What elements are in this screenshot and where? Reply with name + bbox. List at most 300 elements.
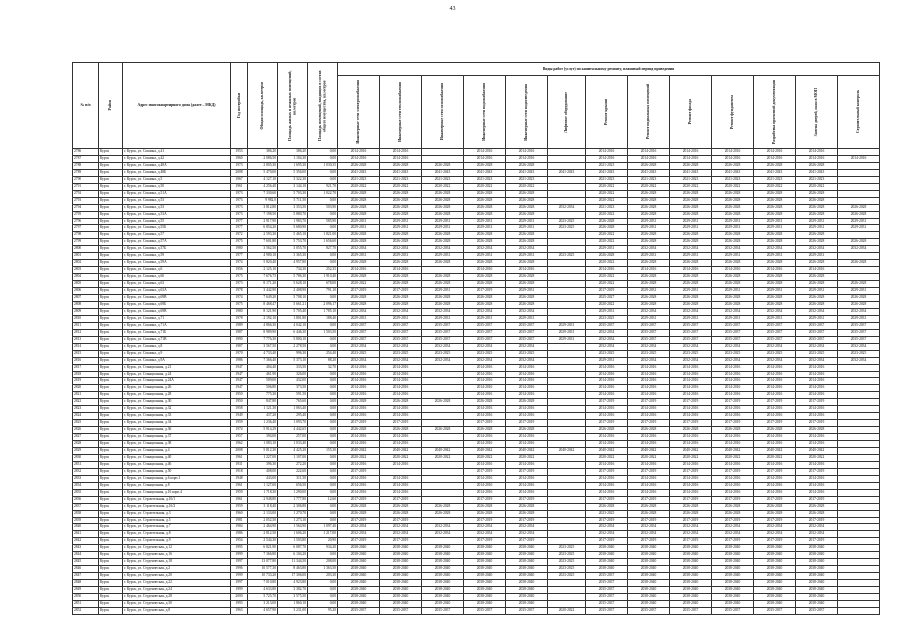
table-cell: 2828	[73, 441, 99, 448]
table-cell: г. Курск, ул. Студенческая, д.28	[123, 594, 231, 601]
table-cell: 2014-2016	[506, 441, 548, 448]
table-cell: 2029-2031	[380, 218, 422, 225]
table-cell: Курск	[99, 475, 123, 482]
table-cell: Курск	[99, 197, 123, 204]
table-cell: 2032-2034	[712, 308, 754, 315]
table-cell: 2026-2028	[754, 211, 796, 218]
table-cell	[548, 183, 586, 190]
table-cell: 2038-2040	[464, 566, 506, 573]
table-cell: г. Курск, ул. Станционная, д.50	[123, 468, 231, 475]
table-cell: 2026-2028	[380, 162, 422, 169]
table-cell: 1986	[231, 357, 248, 364]
table-cell: 1 718,30	[248, 489, 278, 496]
table-cell: 2032-2034	[380, 524, 422, 531]
table-cell: 2038-2040	[628, 545, 670, 552]
table-row	[73, 260, 880, 267]
table-cell: 1961	[231, 183, 248, 190]
table-cell: 2029-2031	[464, 225, 506, 232]
table-cell	[548, 496, 586, 503]
table-cell: 2026-2028	[754, 295, 796, 302]
table-cell: 2029-2031	[464, 218, 506, 225]
table-cell: 2032-2034	[586, 329, 628, 336]
table-cell: 2035-2037	[796, 336, 838, 343]
table-cell	[838, 580, 880, 587]
table-cell: 2795	[73, 211, 99, 218]
table-cell: 2026-2028	[796, 274, 838, 281]
table-cell: 2029-2031	[796, 218, 838, 225]
table-cell: 2038-2040	[712, 573, 754, 580]
table-cell: 2032-2034	[586, 524, 628, 531]
table-cell: 2035-2037	[838, 322, 880, 329]
table-cell: 2026-2028	[464, 239, 506, 246]
table-cell: 461,90	[248, 371, 278, 378]
table-cell	[548, 475, 586, 482]
table-cell: г. Курск, ул. Станционная, д.33	[123, 413, 231, 420]
table-cell	[838, 385, 880, 392]
table-cell: г. Курск, ул. Станционная, д.38	[123, 441, 231, 448]
table-cell: 2029-2031	[380, 225, 422, 232]
table-cell: 2029-2031	[338, 225, 380, 232]
table-cell: 2026-2028	[796, 197, 838, 204]
table-cell: г. Курск, ул. Студенческая, д.8	[123, 607, 231, 614]
table-cell: 1961	[231, 496, 248, 503]
table-cell: 2014-2016	[506, 371, 548, 378]
table-cell: 2026-2028	[796, 260, 838, 267]
table-cell: 2035-2037	[712, 322, 754, 329]
table-cell: 1987	[231, 329, 248, 336]
table-cell: 1931	[231, 461, 248, 468]
table-cell: 0,00	[308, 587, 338, 594]
table-cell: 2029-2031	[628, 315, 670, 322]
table-cell: 2821	[73, 392, 99, 399]
table-cell: 1970	[231, 350, 248, 357]
table-cell: 2040-2042	[422, 447, 464, 454]
table-row	[73, 350, 880, 357]
table-row	[73, 468, 880, 475]
table-cell: г. Курск, ул. Сокоина, д.41	[123, 149, 231, 156]
table-cell: 1973	[231, 281, 248, 288]
table-cell: 2038-2040	[464, 600, 506, 607]
table-cell: 333,50	[278, 364, 308, 371]
table-cell: 2021-2023	[338, 176, 380, 183]
table-cell: 1 030,35	[308, 162, 338, 169]
table-cell: г. Курск, ул. Сокоина, д.59А	[123, 260, 231, 267]
table-cell: Курск	[99, 420, 123, 427]
table-cell: 2026-2028	[796, 239, 838, 246]
table-row	[73, 510, 880, 517]
table-cell: 2021-2023	[796, 176, 838, 183]
table-cell	[838, 267, 880, 274]
table-cell: 2023-2025	[548, 253, 586, 260]
table-cell: 2038-2040	[628, 559, 670, 566]
table-cell: 1 363,50	[308, 566, 338, 573]
table-cell: 2038-2040	[754, 559, 796, 566]
table-cell: 2035-2037	[464, 322, 506, 329]
table-cell: 2038-2040	[338, 573, 380, 580]
table-cell: Курск	[99, 225, 123, 232]
table-cell: 2026-2028	[838, 204, 880, 211]
table-cell: 2 133,00	[248, 510, 278, 517]
table-cell: 2035-2037	[754, 607, 796, 614]
table-cell: 2017-2019	[586, 538, 628, 545]
table-cell: 2026-2028	[712, 197, 754, 204]
table-cell: 5 705,40	[278, 308, 308, 315]
table-cell: 1995	[231, 545, 248, 552]
table-cell: 1 290,00	[278, 489, 308, 496]
table-cell: Курск	[99, 580, 123, 587]
table-cell: 2844	[73, 552, 99, 559]
table-cell: г. Курск, ул. Сокоина, д.71	[123, 315, 231, 322]
table-row	[73, 197, 880, 204]
table-cell: 2038-2040	[338, 594, 380, 601]
table-cell: 1950	[231, 392, 248, 399]
table-cell: 2038-2040	[380, 573, 422, 580]
table-cell: 2035-2037	[338, 607, 380, 614]
table-cell: 1947	[231, 371, 248, 378]
table-cell: 2035-2037	[754, 336, 796, 343]
table-cell: 2014-2016	[670, 155, 712, 162]
table-cell: 3 213,00	[248, 600, 278, 607]
table-cell: 2032-2034	[838, 308, 880, 315]
table-cell: 2035-2037	[712, 607, 754, 614]
table-row	[73, 357, 880, 364]
table-row	[73, 253, 880, 260]
table-cell: 2026-2028	[754, 239, 796, 246]
table-cell: 4 127,10	[248, 176, 278, 183]
table-cell: 2040-2042	[586, 447, 628, 454]
table-cell: 503,90	[308, 204, 338, 211]
table-cell: 2029-2031	[628, 288, 670, 295]
table-cell: 0,00	[308, 413, 338, 420]
table-cell: 765,60	[278, 399, 308, 406]
table-cell: 2017-2019	[754, 538, 796, 545]
table-cell: 2026-2028	[380, 211, 422, 218]
table-cell: 2026-2028	[796, 510, 838, 517]
table-cell: 2038-2040	[754, 580, 796, 587]
table-cell: 2038-2040	[380, 559, 422, 566]
table-row	[73, 225, 880, 232]
table-cell: 2014-2016	[628, 155, 670, 162]
table-cell: 2032-2034	[628, 531, 670, 538]
table-cell	[838, 496, 880, 503]
table-cell: 2038-2040	[506, 552, 548, 559]
table-cell: 2029-2031	[628, 225, 670, 232]
table-cell: 2026-2028	[712, 281, 754, 288]
table-cell: 88,20	[308, 357, 338, 364]
table-cell: 2 593,30	[248, 232, 278, 239]
table-cell: 2032-2034	[628, 246, 670, 253]
table-cell: 2026-2028	[506, 260, 548, 267]
table-cell: Курск	[99, 552, 123, 559]
table-cell: 0,00	[308, 371, 338, 378]
table-cell: 2026-2028	[754, 232, 796, 239]
table-cell: 2032-2034	[754, 343, 796, 350]
table-cell: 2040-2042	[628, 447, 670, 454]
table-cell	[548, 246, 586, 253]
table-cell	[838, 503, 880, 510]
table-row	[73, 538, 880, 545]
table-cell: 2014-2016	[796, 371, 838, 378]
table-cell: 2 812,50	[248, 531, 278, 538]
table-cell: 2023-2025	[464, 350, 506, 357]
table-row	[73, 392, 880, 399]
table-cell: 2038-2040	[586, 545, 628, 552]
table-cell	[548, 197, 586, 204]
table-cell: 0,00	[308, 169, 338, 176]
table-cell: 1 564,90	[278, 524, 308, 531]
table-cell: 2014-2016	[586, 413, 628, 420]
table-cell	[838, 607, 880, 614]
table-cell: 2032-2034	[380, 357, 422, 364]
table-cell: 2032-2034	[422, 308, 464, 315]
table-cell: 2035-2037	[796, 322, 838, 329]
table-cell	[838, 162, 880, 169]
table-cell: 2029-2031	[796, 288, 838, 295]
table-cell: 2041-2043	[712, 169, 754, 176]
table-cell: 2038-2040	[628, 594, 670, 601]
table-cell: 2032-2034	[754, 531, 796, 538]
table-cell: 5 373,10	[278, 357, 308, 364]
table-cell: 2017-2019	[464, 496, 506, 503]
table-cell: 2026-2028	[506, 510, 548, 517]
table-cell: 2014-2016	[380, 378, 422, 385]
table-cell: г. Курск, ул. Станционная, д.30	[123, 399, 231, 406]
table-cell: 2038-2040	[796, 580, 838, 587]
table-cell: 2017-2019	[670, 399, 712, 406]
table-cell: 2014-2016	[670, 461, 712, 468]
table-cell: 2029-2031	[586, 246, 628, 253]
table-cell: Курск	[99, 288, 123, 295]
header-work-4: Инженерные сети водоотведения	[506, 76, 548, 149]
table-cell: 2029-2031	[422, 253, 464, 260]
table-cell: Курск	[99, 454, 123, 461]
table-cell: г. Курск, ул. Студенческая, д.16	[123, 552, 231, 559]
table-cell: 2817	[73, 364, 99, 371]
table-cell: 2038-2040	[796, 600, 838, 607]
table-cell: 7 198,50	[248, 211, 278, 218]
table-cell: 326,00	[278, 371, 308, 378]
table-cell: 2026-2028	[712, 295, 754, 302]
table-cell: 2026-2028	[712, 503, 754, 510]
table-cell: 2014-2016	[712, 392, 754, 399]
table-cell: 2026-2028	[506, 162, 548, 169]
table-cell: 2014-2016	[338, 434, 380, 441]
table-cell: 2014-2016	[464, 385, 506, 392]
table-cell: 1973	[231, 190, 248, 197]
table-cell: 2017-2019	[338, 538, 380, 545]
table-cell: 2026-2028	[422, 239, 464, 246]
table-cell: 2026-2028	[380, 239, 422, 246]
table-cell: 2014-2016	[712, 364, 754, 371]
table-cell: 5 753,70	[278, 239, 308, 246]
table-cell: 2017-2019	[796, 420, 838, 427]
table-cell: Курск	[99, 190, 123, 197]
table-cell: 8 121,90	[248, 308, 278, 315]
table-cell: 2038-2040	[754, 573, 796, 580]
table-cell: 2032-2034	[464, 343, 506, 350]
table-cell: 2026-2028	[712, 274, 754, 281]
table-cell: 2026-2028	[586, 218, 628, 225]
table-cell: 2038-2040	[670, 600, 712, 607]
table-cell: 2017-2019	[628, 399, 670, 406]
table-cell: 2026-2028	[464, 204, 506, 211]
table-cell: 1 503,50	[308, 329, 338, 336]
table-cell: 2014-2016	[754, 371, 796, 378]
table-cell: 2032-2034	[464, 357, 506, 364]
table-cell: 2032-2034	[506, 357, 548, 364]
table-cell: 2014-2016	[628, 267, 670, 274]
table-cell	[548, 441, 586, 448]
table-cell: 2035-2037	[506, 322, 548, 329]
table-row	[73, 336, 880, 343]
table-cell: 5 356,00	[278, 169, 308, 176]
header-work-9: Ремонт фундамента	[712, 76, 754, 149]
table-cell: 2014-2016	[338, 413, 380, 420]
table-cell: 2026-2028	[506, 239, 548, 246]
table-cell: 2017-2019	[796, 517, 838, 524]
table-cell: 2794	[73, 204, 99, 211]
table-cell: 2014-2016	[796, 364, 838, 371]
table-cell: 2035-2037	[506, 329, 548, 336]
table-cell: 2014-2016	[586, 482, 628, 489]
table-row	[73, 155, 880, 162]
table-row	[73, 218, 880, 225]
table-row	[73, 552, 880, 559]
table-cell: 2026-2028	[338, 211, 380, 218]
table-cell: 2026-2028	[506, 301, 548, 308]
table-cell: 2026-2028	[670, 281, 712, 288]
table-cell: 3 382,70	[278, 587, 308, 594]
table-row	[73, 447, 880, 454]
table-cell: 2014-2016	[380, 155, 422, 162]
table-cell: 254,40	[308, 350, 338, 357]
table-cell: 2029-2031	[670, 315, 712, 322]
table-cell: 2020-2022	[464, 454, 506, 461]
table-cell: г. Курск, ул. Строительная, д.9	[123, 538, 231, 545]
table-cell: 7 776,30	[248, 336, 278, 343]
table-cell: 1 821,00	[308, 232, 338, 239]
table-cell: 1975	[231, 239, 248, 246]
table-cell: 2014-2016	[628, 461, 670, 468]
table-cell: 827,70	[308, 246, 338, 253]
table-cell: 2814	[73, 343, 99, 350]
table-cell: 2014-2016	[506, 155, 548, 162]
table-cell: 2038-2040	[586, 559, 628, 566]
table-cell: Курск	[99, 468, 123, 475]
table-row	[73, 413, 880, 420]
table-cell: г. Курск, ул. Строительная, д.3	[123, 510, 231, 517]
table-cell: 2029-2031	[754, 218, 796, 225]
table-cell	[548, 524, 586, 531]
table-cell	[548, 315, 586, 322]
table-cell: 2038-2040	[712, 552, 754, 559]
table-cell: 2017-2019	[754, 517, 796, 524]
table-cell: 2790	[73, 176, 99, 183]
table-cell: 2020-2022	[670, 183, 712, 190]
table-cell: 2017-2019	[506, 538, 548, 545]
table-cell: 2017-2019	[464, 538, 506, 545]
table-cell: 2017-2019	[338, 496, 380, 503]
table-cell: 2029-2031	[380, 253, 422, 260]
table-cell: 2029-2031	[712, 225, 754, 232]
table-cell	[838, 420, 880, 427]
table-cell: 386,20	[248, 149, 278, 156]
table-cell: Курск	[99, 587, 123, 594]
table-cell: 1947	[231, 364, 248, 371]
table-cell: 2026-2028	[712, 211, 754, 218]
table-cell: 2040-2042	[670, 447, 712, 454]
table-cell: 1999	[231, 573, 248, 580]
table-cell	[838, 434, 880, 441]
table-cell: 2026-2028	[464, 399, 506, 406]
table-cell: 1989	[231, 322, 248, 329]
header-work-11: Замена дверей, окон в МОП	[796, 76, 838, 149]
table-cell: 1950	[231, 399, 248, 406]
table-cell: г. Курск, ул. Сокоина, д.57Б	[123, 246, 231, 253]
table-cell	[548, 343, 586, 350]
table-cell: 2023-2025	[754, 350, 796, 357]
table-cell: г. Курск, ул. Сокоина, д.59	[123, 253, 231, 260]
table-cell: 2831	[73, 461, 99, 468]
table-cell: 1 777,80	[278, 496, 308, 503]
table-cell: 2014-2016	[712, 434, 754, 441]
table-cell: 2 408,90	[278, 288, 308, 295]
table-cell: г. Курск, ул. Студенческая, д.24	[123, 587, 231, 594]
table-cell: 2014-2016	[464, 475, 506, 482]
header-work-3: Инженерные сети водоснабжения	[464, 76, 506, 149]
table-cell: 2837	[73, 503, 99, 510]
table-cell: 2017-2019	[338, 420, 380, 427]
table-cell	[422, 489, 464, 496]
table-cell: 2041-2043	[506, 169, 548, 176]
table-cell: 2014-2016	[670, 371, 712, 378]
table-cell: 2014-2016	[586, 475, 628, 482]
table-cell: 1973	[231, 204, 248, 211]
table-cell: 2038-2040	[712, 566, 754, 573]
table-cell: 5 628,10	[278, 281, 308, 288]
table-cell: 2026-2028	[628, 197, 670, 204]
table-cell: 2038-2040	[670, 559, 712, 566]
table-cell: 2035-2037	[670, 607, 712, 614]
table-cell	[838, 475, 880, 482]
table-cell	[422, 475, 464, 482]
table-cell: 2014-2016	[338, 385, 380, 392]
table-cell: 4 866,30	[248, 322, 278, 329]
table-cell: 2014-2016	[338, 489, 380, 496]
table-cell: 1 503,80	[278, 538, 308, 545]
table-cell: 7 649,20	[248, 295, 278, 302]
table-cell: г. Курск, ул. Станционная, д.16 корп.4	[123, 489, 231, 496]
table-cell: 2026-2028	[422, 274, 464, 281]
table-cell: 2038-2040	[464, 594, 506, 601]
table-cell: Курск	[99, 538, 123, 545]
table-cell: Курск	[99, 566, 123, 573]
table-cell: 2014-2016	[754, 441, 796, 448]
table-cell: 2017-2019	[712, 517, 754, 524]
table-cell	[548, 155, 586, 162]
table-cell: 2038-2040	[586, 552, 628, 559]
table-cell: 1993	[231, 600, 248, 607]
table-cell: 2038-2040	[796, 587, 838, 594]
table-cell: 2038-2040	[754, 594, 796, 601]
table-cell: 2014-2016	[796, 461, 838, 468]
table-cell: 2014-2016	[380, 441, 422, 448]
table-cell: 2801	[73, 253, 99, 260]
table-cell: Курск	[99, 169, 123, 176]
table-cell: 2035-2037	[670, 329, 712, 336]
table-cell: 2026-2028	[506, 211, 548, 218]
table-row	[73, 399, 880, 406]
